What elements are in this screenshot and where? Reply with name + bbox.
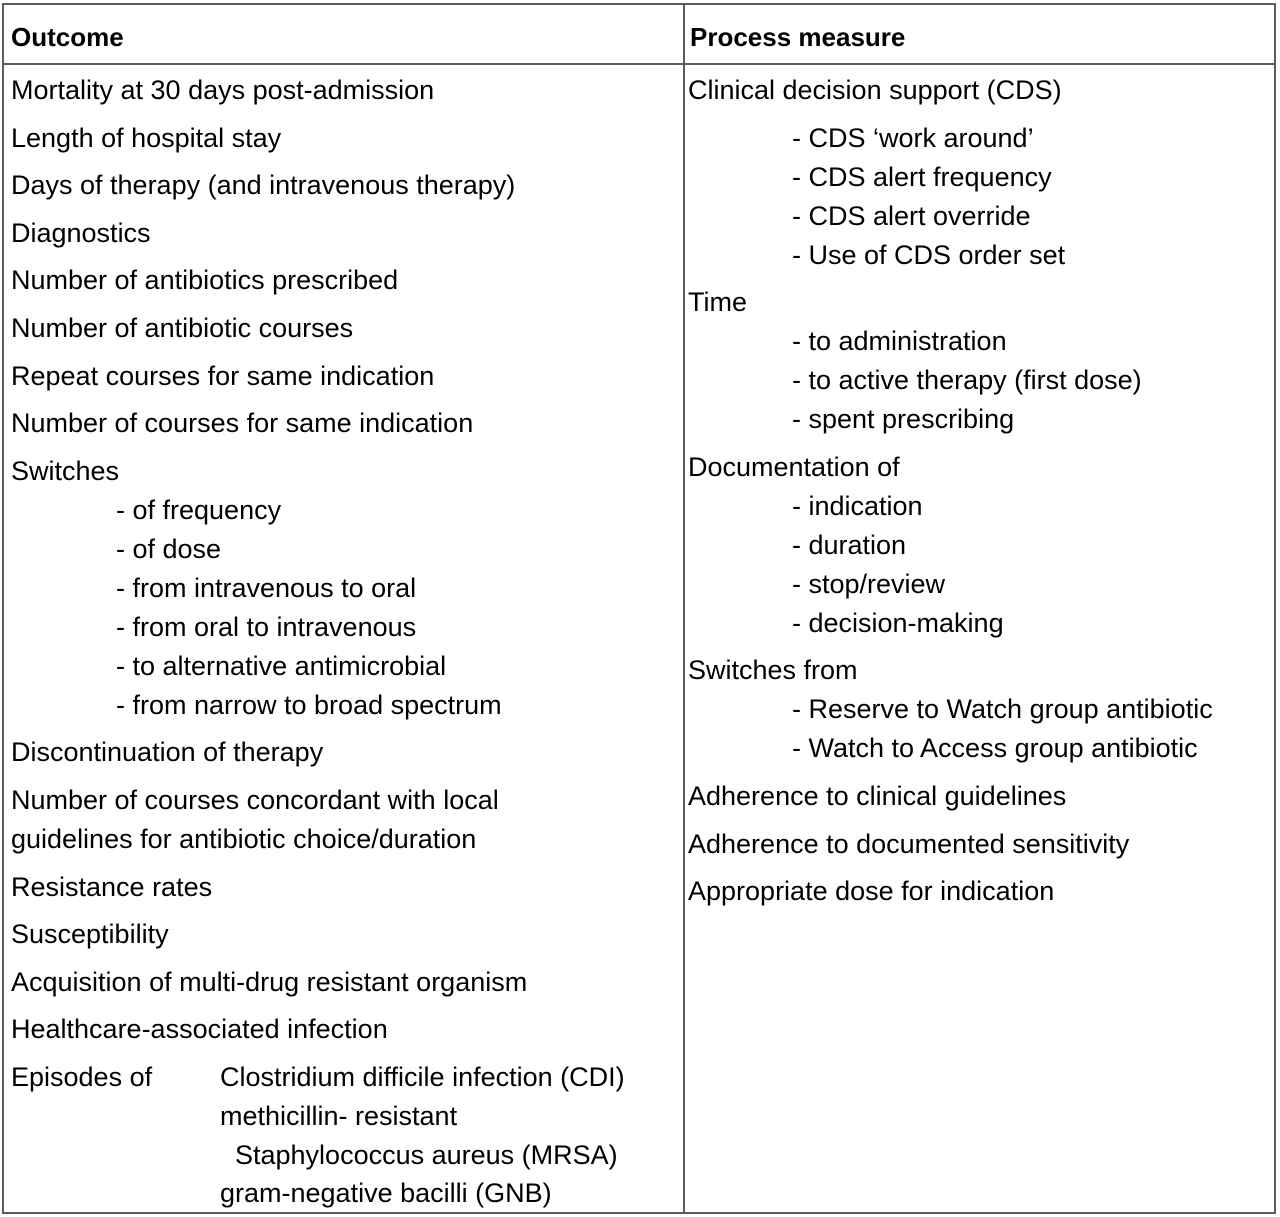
outcome-item: Days of therapy (and intravenous therapy) bbox=[11, 170, 516, 201]
episodes-label: Episodes of bbox=[11, 1061, 153, 1092]
outcome-subitem: - from oral to intravenous bbox=[116, 611, 417, 642]
outcome-column bbox=[11, 75, 625, 1212]
outcome-item: Healthcare-associated infection bbox=[11, 1014, 388, 1045]
episodes-of-block bbox=[11, 1061, 625, 1212]
outcome-item: Susceptibility bbox=[11, 919, 169, 950]
process-measure-header: Process measure bbox=[690, 22, 906, 52]
outcome-item-concordant-line2: guidelines for antibiotic choice/duration bbox=[11, 823, 477, 854]
outcome-subitem: - to alternative antimicrobial bbox=[116, 650, 447, 681]
outcome-header: Outcome bbox=[11, 22, 124, 52]
outcome-item: Discontinuation of therapy bbox=[11, 737, 324, 768]
outcome-item: Number of courses for same indication bbox=[11, 408, 474, 439]
process-subitem: - Watch to Access group antibiotic bbox=[792, 733, 1198, 764]
process-item: Switches from bbox=[688, 655, 858, 686]
outcome-item: Mortality at 30 days post-admission bbox=[11, 75, 435, 105]
outcome-subitem: - from intravenous to oral bbox=[116, 572, 417, 603]
process-subitem: - to administration bbox=[792, 326, 1007, 357]
process-item: Adherence to clinical guidelines bbox=[688, 780, 1067, 811]
process-subitem: - CDS ‘work around’ bbox=[792, 122, 1034, 153]
process-subitem: - CDS alert frequency bbox=[792, 161, 1052, 192]
outcome-item-switches: Switches bbox=[11, 455, 120, 486]
process-subitem: - indication bbox=[792, 490, 923, 521]
measures-table bbox=[2, 3, 1276, 1214]
process-subitem: - duration bbox=[792, 529, 907, 560]
outcome-item: Resistance rates bbox=[11, 871, 213, 902]
column-divider bbox=[683, 5, 685, 1212]
process-subitem: - to active therapy (first dose) bbox=[792, 365, 1142, 396]
outcome-subitem: - from narrow to broad spectrum bbox=[116, 689, 502, 720]
outcome-item: Repeat courses for same indication bbox=[11, 360, 435, 391]
process-subitem: - Reserve to Watch group antibiotic bbox=[792, 694, 1213, 725]
header-row bbox=[4, 5, 1274, 65]
episode-item: Staphylococcus aureus (MRSA) bbox=[235, 1139, 618, 1170]
process-item: Time bbox=[688, 287, 747, 318]
process-subitem: - stop/review bbox=[792, 568, 946, 599]
process-item: Appropriate dose for indication bbox=[688, 876, 1055, 907]
outcome-item: Diagnostics bbox=[11, 217, 151, 248]
outcome-subitem: - of frequency bbox=[116, 494, 282, 525]
process-subitem: - spent prescribing bbox=[792, 404, 1015, 435]
outcome-item: Acquisition of multi-drug resistant organism bbox=[11, 966, 528, 997]
outcome-item: Number of antibiotic courses bbox=[11, 312, 354, 343]
episode-item: gram-negative bacilli (GNB) bbox=[220, 1178, 552, 1209]
episode-item: Clostridium difficile infection (CDI) bbox=[220, 1061, 625, 1092]
outcome-subitem: - of dose bbox=[116, 533, 222, 564]
outcome-item: Number of antibiotics prescribed bbox=[11, 265, 399, 296]
outcome-item: Length of hospital stay bbox=[11, 122, 282, 153]
outcome-item-concordant-line1: Number of courses concordant with local bbox=[11, 784, 499, 815]
episodes-list bbox=[220, 1062, 625, 1217]
episode-item: methicillin- resistant bbox=[220, 1100, 458, 1131]
process-measure-column bbox=[688, 75, 1213, 924]
process-subitem: - Use of CDS order set bbox=[792, 239, 1066, 270]
process-subitem: - CDS alert override bbox=[792, 200, 1031, 231]
process-item: Documentation of bbox=[688, 451, 900, 482]
process-item: Adherence to documented sensitivity bbox=[688, 828, 1130, 859]
process-item: Clinical decision support (CDS) bbox=[688, 75, 1062, 105]
process-subitem: - decision-making bbox=[792, 607, 1004, 638]
